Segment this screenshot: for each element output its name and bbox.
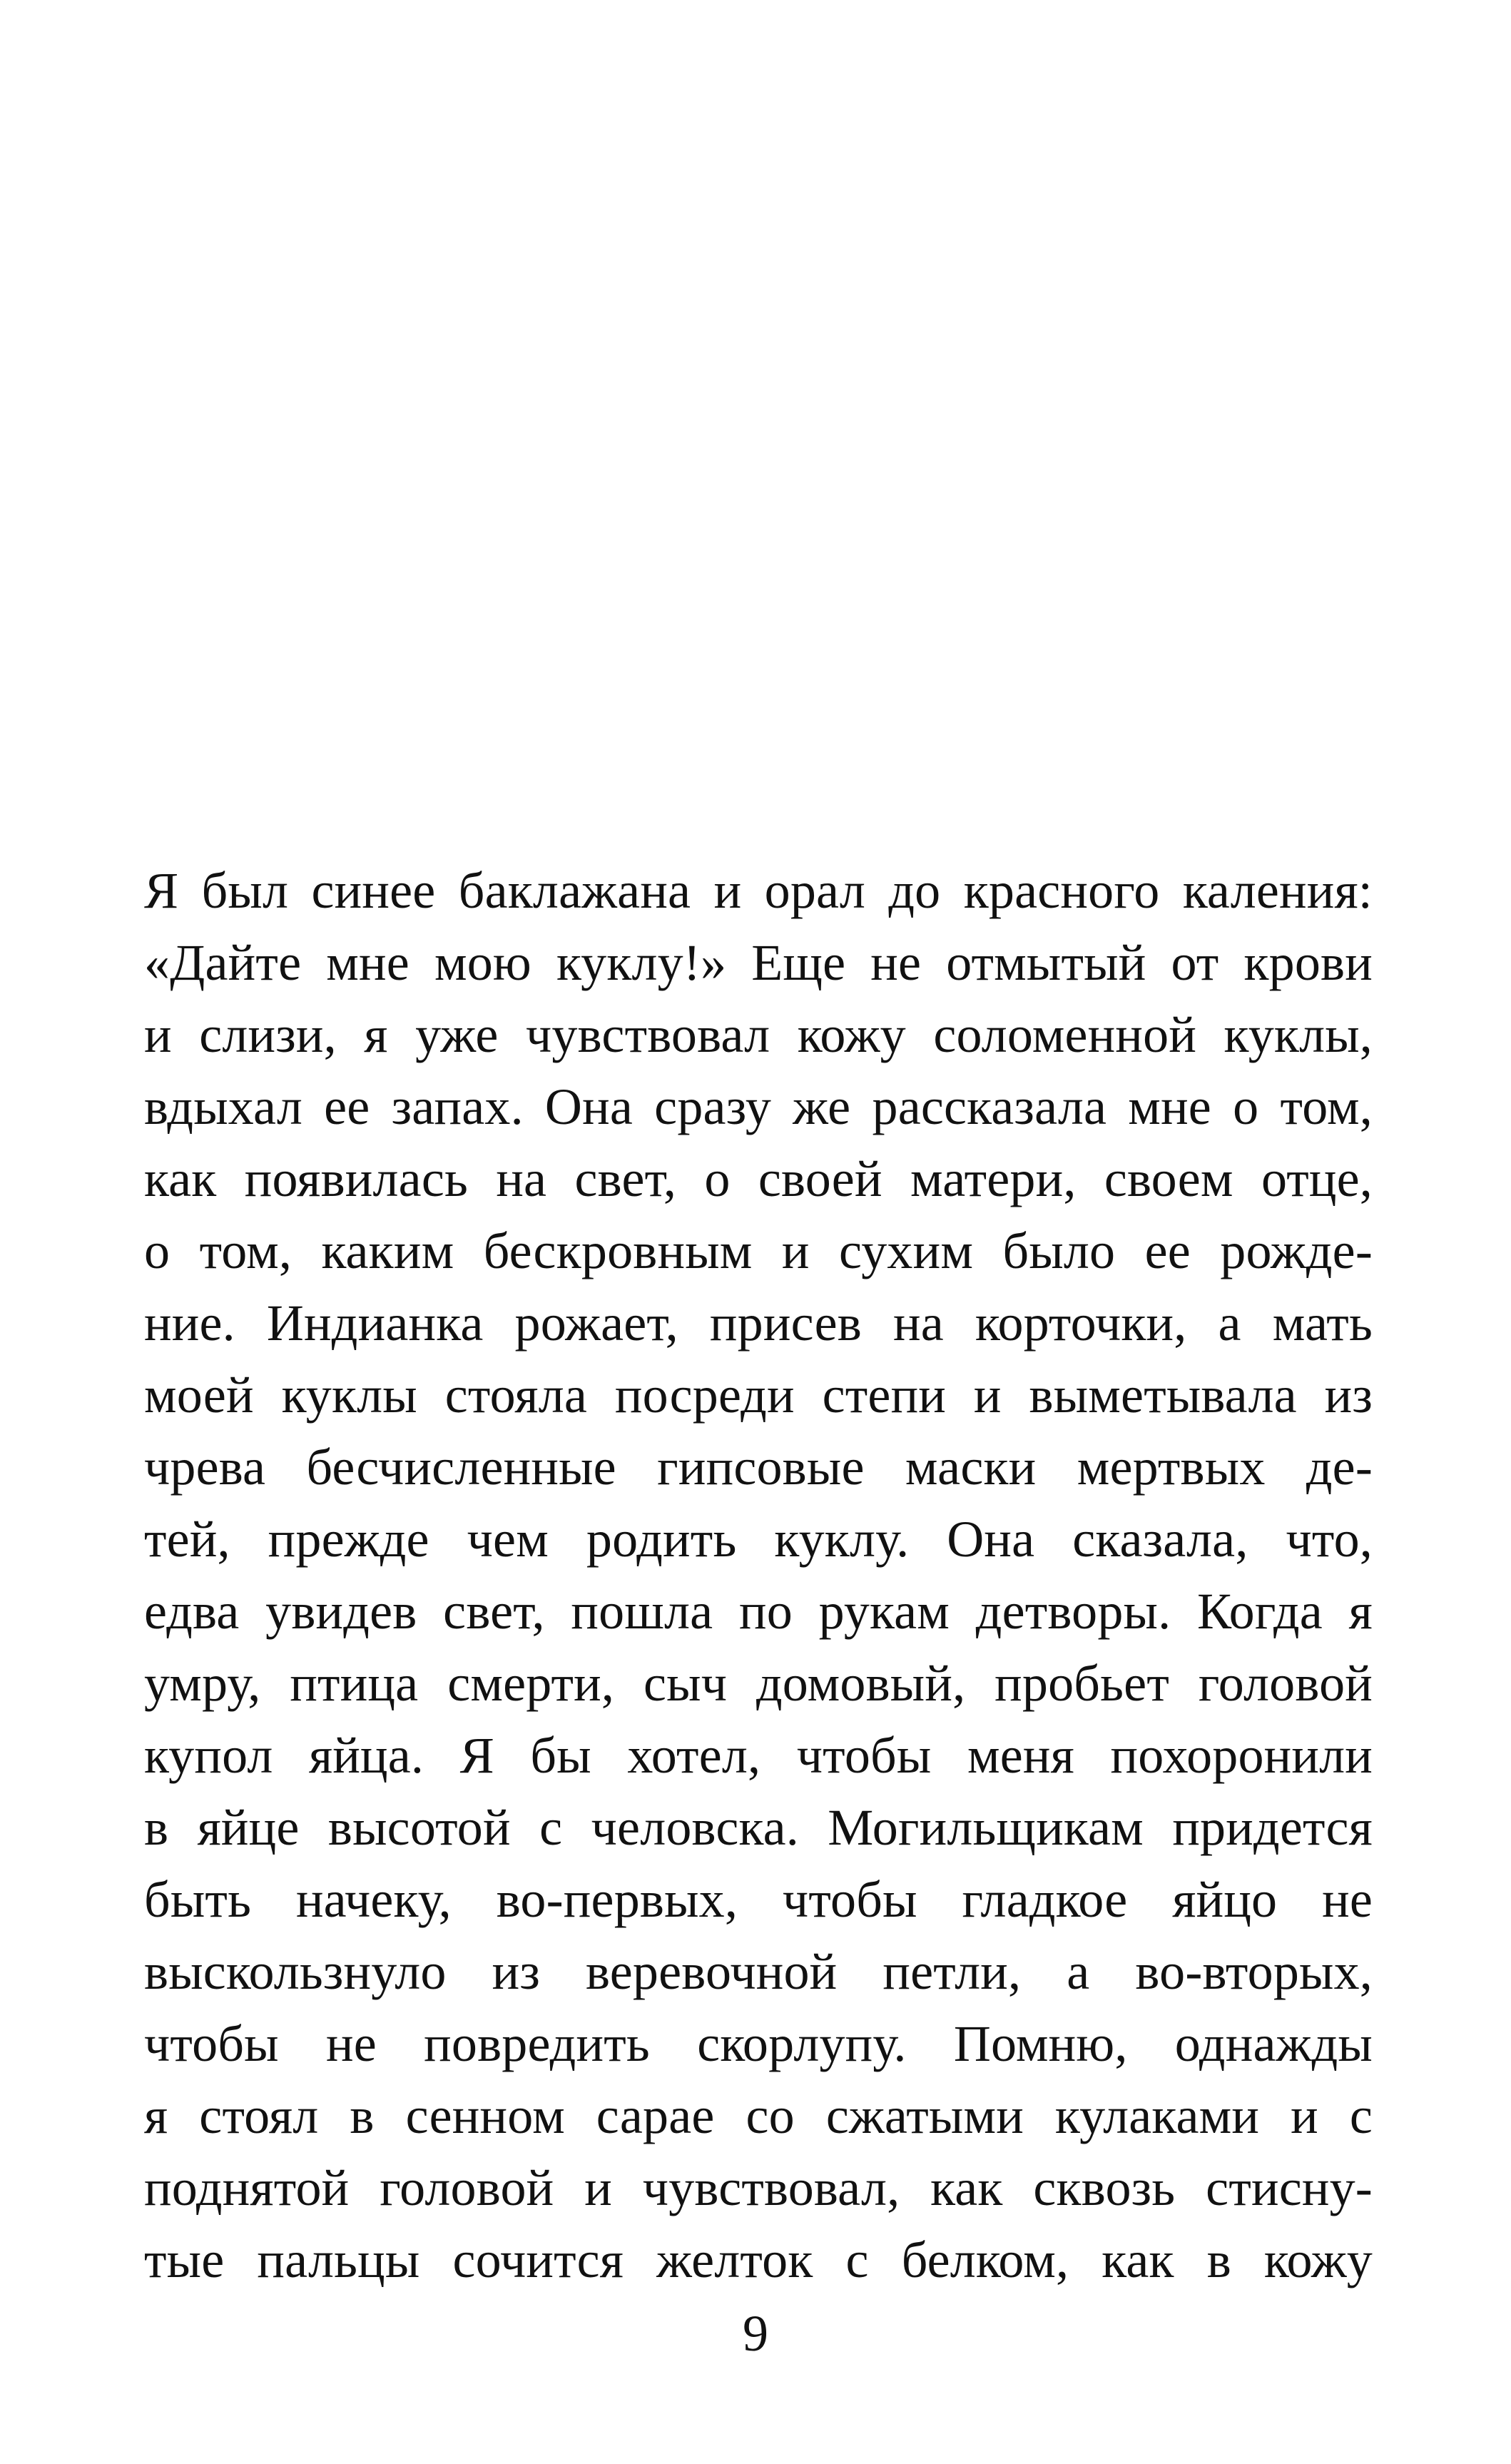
- text-line: «Дайте мне мою куклу!» Еще не отмытый от крови: [144, 934, 1373, 991]
- text-line: купол яйца. Я бы хотел, чтобы меня похоронили: [144, 1727, 1373, 1784]
- text-line: я стоял в сенном сарае со сжатыми кулаками и с: [144, 2087, 1373, 2144]
- text-line: и слизи, я уже чувствовал кожу соломенной куклы,: [144, 1006, 1373, 1063]
- text-line: чтобы не повредить скорлупу. Помню, однажды: [144, 2015, 1373, 2072]
- text-line: ние. Индианка рожает, присев на корточки, а мать: [144, 1294, 1373, 1352]
- text-line: едва увидев свет, пошла по рукам детворы. Когда я: [144, 1583, 1373, 1640]
- text-line: быть начеку, во-первых, чтобы гладкое яйцо не: [144, 1871, 1373, 1928]
- text-line: поднятой головой и чувствовал, как сквозь стисну-: [144, 2159, 1373, 2216]
- text-line: тей, прежде чем родить куклу. Она сказала, что,: [144, 1511, 1373, 1568]
- text-line: в яйце высотой с человска. Могильщикам придется: [144, 1799, 1373, 1856]
- text-line: Я был синее баклажана и орал до красного каления:: [144, 862, 1373, 919]
- text-line: моей куклы стояла посреди степи и выметывала из: [144, 1367, 1373, 1424]
- text-line: вдыхал ее запах. Она сразу же рассказала мне о том,: [144, 1078, 1373, 1135]
- body-text: [144, 855, 1373, 2296]
- page-number: 9: [743, 2305, 768, 2362]
- text-line: как появилась на свет, о своей матери, своем отце,: [144, 1150, 1373, 1207]
- text-line: умру, птица смерти, сыч домовый, пробьет головой: [144, 1655, 1373, 1712]
- text-line: о том, каким бескровным и сухим было ее рожде-: [144, 1222, 1373, 1279]
- text-line: выскользнуло из веревочной петли, а во-вторых,: [144, 1943, 1373, 2000]
- text-line: тые пальцы сочится желток с белком, как в кожу: [144, 2231, 1373, 2288]
- text-line: чрева бесчисленные гипсовые маски мертвых де-: [144, 1439, 1373, 1496]
